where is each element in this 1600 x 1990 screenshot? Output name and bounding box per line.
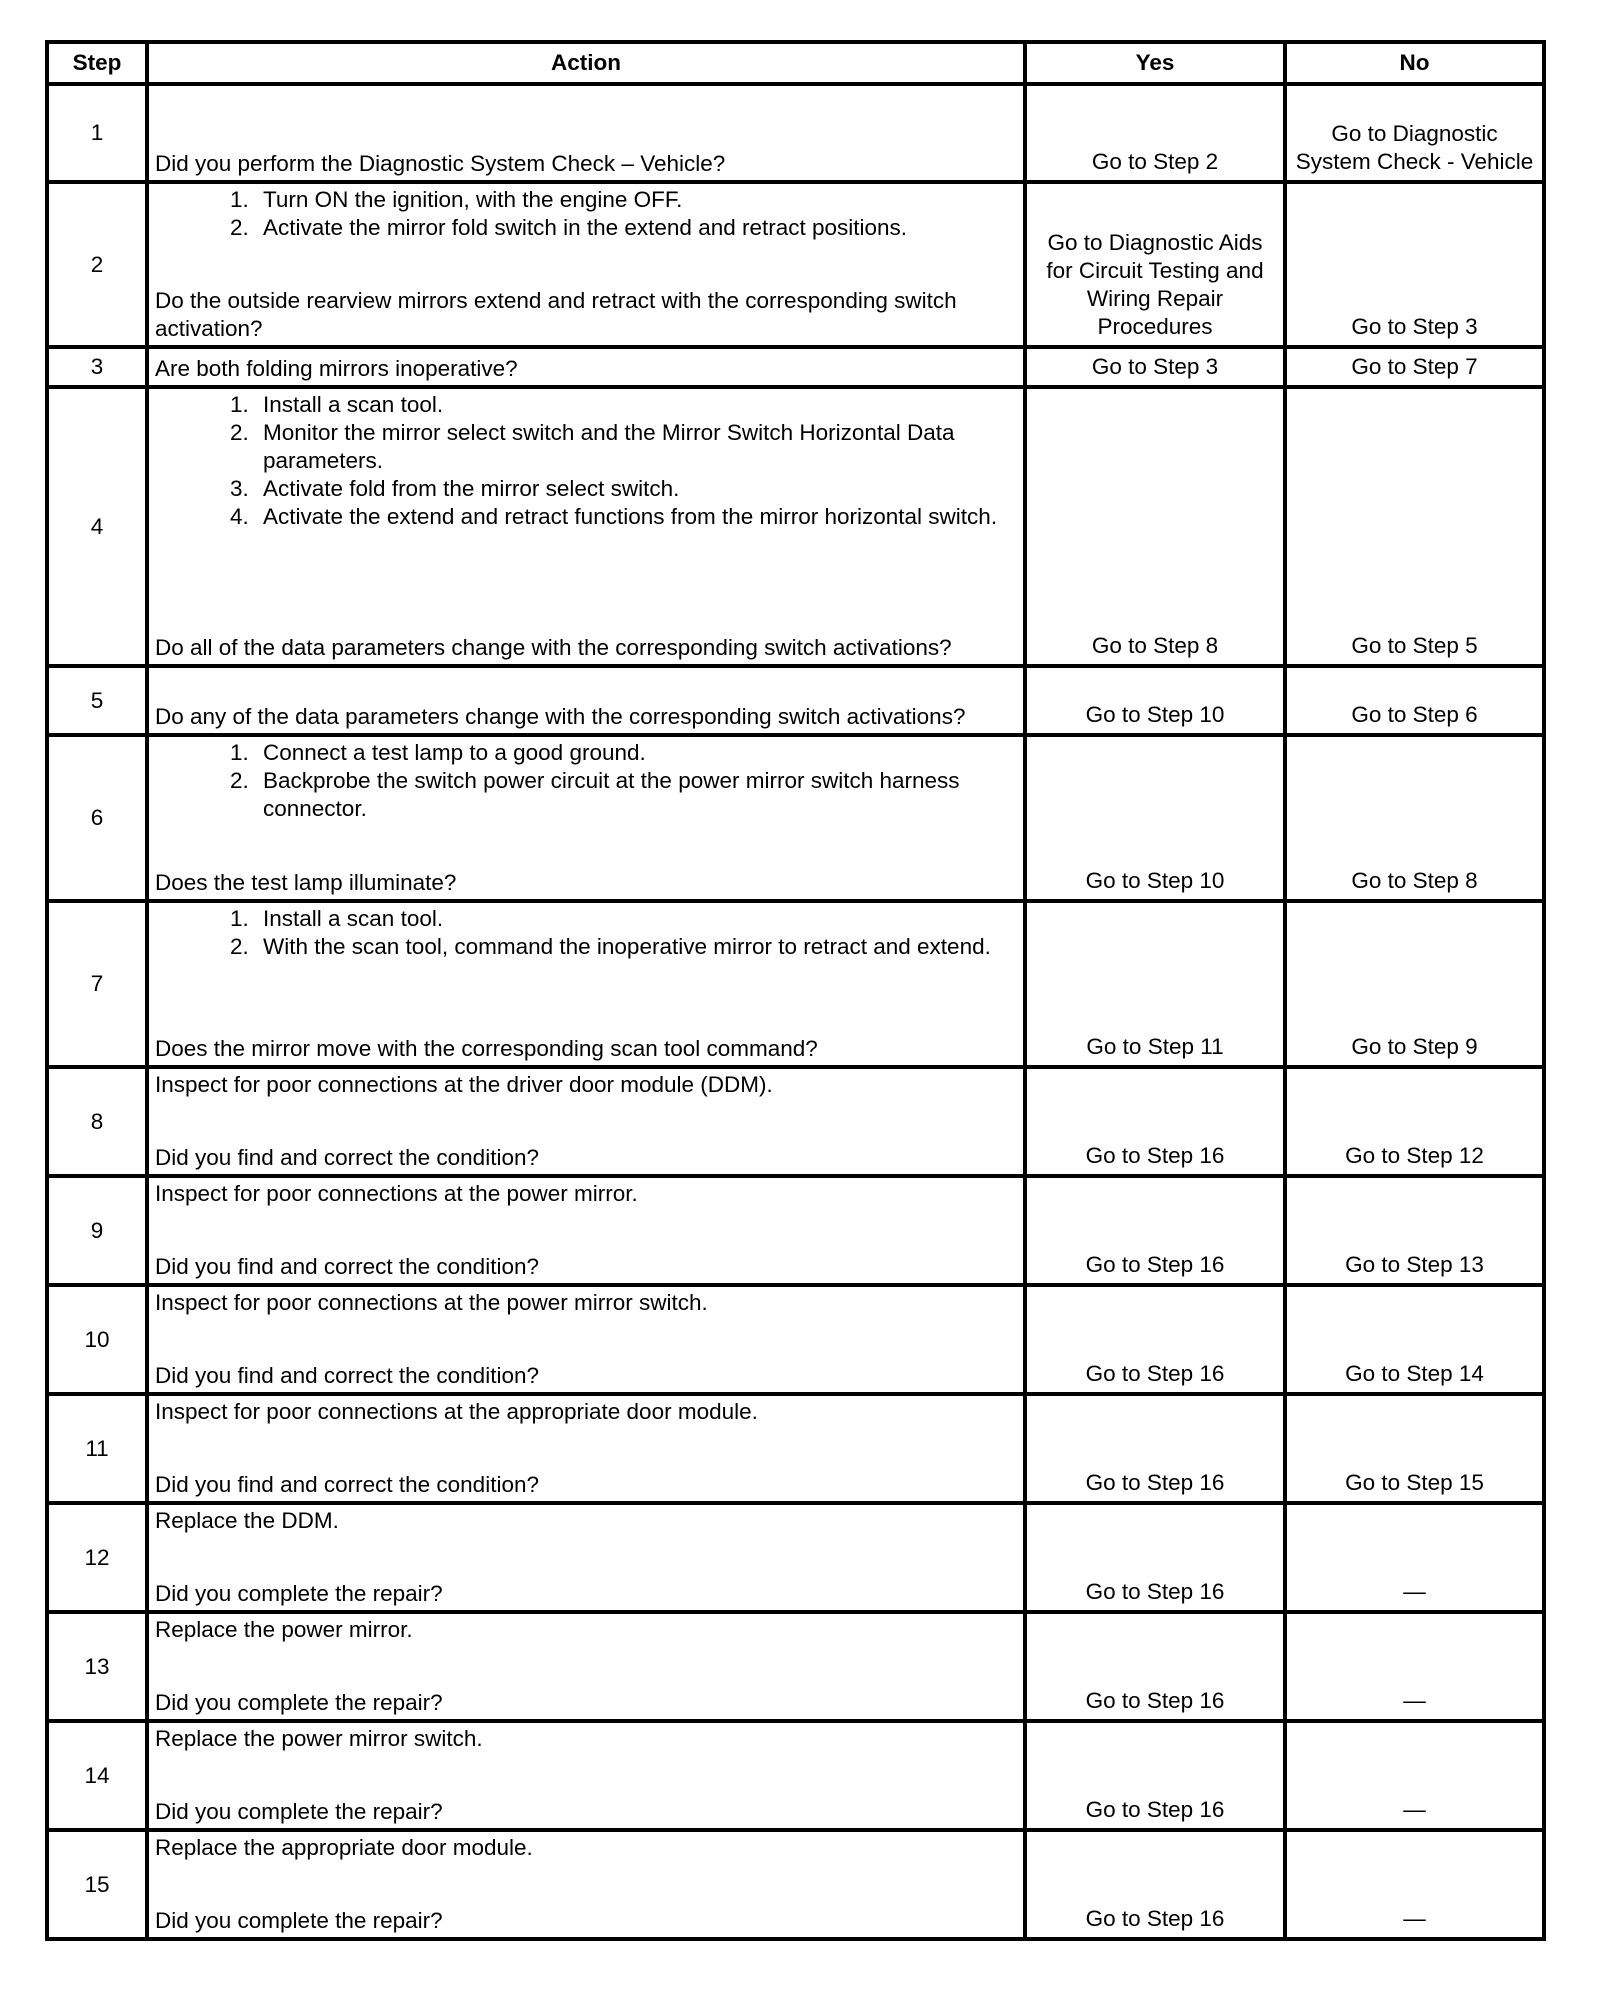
table-row — [47, 182, 1544, 347]
yes-result: Go to Step 16 — [1025, 1067, 1285, 1176]
action-question: Does the test lamp illuminate? — [155, 870, 457, 895]
action-question: Do any of the data parameters change with the corresponding switch activations? — [155, 704, 966, 729]
action-question: Did you find and correct the condition? — [155, 1254, 539, 1279]
action-step-item: 2. Activate the mirror fold switch in the extend and retract positions. — [255, 214, 1017, 242]
header-no: No — [1285, 42, 1544, 84]
step-number: 10 — [47, 1285, 147, 1394]
yes-result: Go to Step 10 — [1025, 666, 1285, 735]
action-step-item: 3. Activate fold from the mirror select switch. — [255, 475, 1017, 503]
step-number: 5 — [47, 666, 147, 735]
table-row — [47, 347, 1544, 387]
no-result: Go to Step 12 — [1285, 1067, 1544, 1176]
no-result: Go to Step 7 — [1285, 347, 1544, 387]
action-intro: Replace the appropriate door module. — [155, 1835, 533, 1860]
action-step-item: 1. Install a scan tool. — [255, 905, 1017, 933]
action-instructions — [155, 1071, 1017, 1099]
action-instructions — [155, 905, 1017, 961]
action-instructions — [155, 1725, 1017, 1753]
action-step-item: 2. With the scan tool, command the inoperative mirror to retract and extend. — [255, 933, 1017, 961]
no-result: — — [1285, 1503, 1544, 1612]
yes-result: Go to Step 16 — [1025, 1285, 1285, 1394]
action-instructions — [155, 739, 1017, 823]
action-step-item: 1. Install a scan tool. — [255, 391, 1017, 419]
action-cell — [147, 1285, 1025, 1394]
no-result: Go to Step 3 — [1285, 182, 1544, 347]
yes-result: Go to Step 10 — [1025, 735, 1285, 901]
no-result: — — [1285, 1721, 1544, 1830]
table-row — [47, 1285, 1544, 1394]
action-cell — [147, 1067, 1025, 1176]
action-question: Did you find and correct the condition? — [155, 1472, 539, 1497]
table-row — [47, 1067, 1544, 1176]
action-cell — [147, 1176, 1025, 1285]
yes-result: Go to Step 16 — [1025, 1721, 1285, 1830]
action-instructions — [155, 1507, 1017, 1535]
no-result: Go to Step 5 — [1285, 387, 1544, 666]
yes-result: Go to Diagnostic Aids for Circuit Testing and Wiring Repair Procedures — [1025, 182, 1285, 347]
header-yes: Yes — [1025, 42, 1285, 84]
action-intro: Inspect for poor connections at the appropriate door module. — [155, 1399, 758, 1424]
step-number: 4 — [47, 387, 147, 666]
action-question: Did you complete the repair? — [155, 1908, 443, 1933]
yes-result: Go to Step 16 — [1025, 1176, 1285, 1285]
action-cell — [147, 84, 1025, 182]
table-row — [47, 1721, 1544, 1830]
yes-result: Go to Step 8 — [1025, 387, 1285, 666]
action-steps-list — [155, 905, 1017, 961]
action-instructions — [155, 1834, 1017, 1862]
action-step-item: 2. Monitor the mirror select switch and the Mirror Switch Horizontal Data parameters. — [255, 419, 1017, 475]
yes-result: Go to Step 16 — [1025, 1612, 1285, 1721]
action-cell — [147, 1503, 1025, 1612]
step-number: 2 — [47, 182, 147, 347]
action-intro: Inspect for poor connections at the power mirror. — [155, 1181, 638, 1206]
yes-result: Go to Step 16 — [1025, 1830, 1285, 1939]
table-row — [47, 387, 1544, 666]
action-question: Are both folding mirrors inoperative? — [155, 356, 518, 381]
action-step-item: 4. Activate the extend and retract functions from the mirror horizontal switch. — [255, 503, 1017, 531]
action-intro: Replace the DDM. — [155, 1508, 339, 1533]
step-number: 9 — [47, 1176, 147, 1285]
yes-result: Go to Step 16 — [1025, 1503, 1285, 1612]
diagnostic-table — [45, 40, 1546, 1941]
action-intro: Replace the power mirror. — [155, 1617, 413, 1642]
yes-result: Go to Step 3 — [1025, 347, 1285, 387]
action-instructions — [155, 391, 1017, 531]
action-question: Did you complete the repair? — [155, 1799, 443, 1824]
action-question: Did you complete the repair? — [155, 1690, 443, 1715]
action-cell — [147, 1612, 1025, 1721]
step-number: 7 — [47, 901, 147, 1067]
step-number: 8 — [47, 1067, 147, 1176]
table-row — [47, 666, 1544, 735]
action-cell — [147, 1830, 1025, 1939]
action-question: Do the outside rearview mirrors extend and retract with the corresponding switch activation? — [155, 288, 957, 341]
yes-result: Go to Step 11 — [1025, 901, 1285, 1067]
action-cell — [147, 735, 1025, 901]
action-instructions — [155, 1616, 1017, 1644]
action-steps-list — [155, 391, 1017, 531]
action-step-item: 1. Connect a test lamp to a good ground. — [255, 739, 1017, 767]
no-result: Go to Step 9 — [1285, 901, 1544, 1067]
action-instructions — [155, 1180, 1017, 1208]
action-instructions — [155, 1289, 1017, 1317]
action-intro: Inspect for poor connections at the driver door module (DDM). — [155, 1072, 773, 1097]
step-number: 3 — [47, 347, 147, 387]
table-row — [47, 1176, 1544, 1285]
yes-result: Go to Step 2 — [1025, 84, 1285, 182]
no-result: Go to Step 8 — [1285, 735, 1544, 901]
no-result: Go to Step 14 — [1285, 1285, 1544, 1394]
no-result: — — [1285, 1612, 1544, 1721]
action-cell — [147, 182, 1025, 347]
action-cell — [147, 1394, 1025, 1503]
action-instructions — [155, 186, 1017, 242]
action-step-item: 1. Turn ON the ignition, with the engine OFF. — [255, 186, 1017, 214]
no-result: Go to Step 15 — [1285, 1394, 1544, 1503]
action-cell — [147, 387, 1025, 666]
action-cell — [147, 347, 1025, 387]
header-action: Action — [147, 42, 1025, 84]
table-row — [47, 901, 1544, 1067]
step-number: 6 — [47, 735, 147, 901]
table-row — [47, 735, 1544, 901]
action-instructions — [155, 1398, 1017, 1426]
action-question: Does the mirror move with the corresponding scan tool command? — [155, 1036, 818, 1061]
table-row — [47, 1503, 1544, 1612]
yes-result: Go to Step 16 — [1025, 1394, 1285, 1503]
table-row — [47, 1394, 1544, 1503]
table-row — [47, 84, 1544, 182]
header-row — [47, 42, 1544, 84]
step-number: 1 — [47, 84, 147, 182]
table-body — [47, 84, 1544, 1939]
step-number: 14 — [47, 1721, 147, 1830]
no-result: Go to Step 6 — [1285, 666, 1544, 735]
action-intro: Replace the power mirror switch. — [155, 1726, 483, 1751]
action-steps-list — [155, 739, 1017, 823]
table-row — [47, 1830, 1544, 1939]
action-cell — [147, 666, 1025, 735]
action-steps-list — [155, 186, 1017, 242]
no-result: Go to Step 13 — [1285, 1176, 1544, 1285]
header-step: Step — [47, 42, 147, 84]
action-question: Do all of the data parameters change with the corresponding switch activations? — [155, 635, 952, 660]
action-question: Did you complete the repair? — [155, 1581, 443, 1606]
step-number: 12 — [47, 1503, 147, 1612]
action-intro: Inspect for poor connections at the power mirror switch. — [155, 1290, 708, 1315]
step-number: 15 — [47, 1830, 147, 1939]
table-row — [47, 1612, 1544, 1721]
no-result: Go to Diagnostic System Check - Vehicle — [1285, 84, 1544, 182]
step-number: 11 — [47, 1394, 147, 1503]
action-question: Did you find and correct the condition? — [155, 1145, 539, 1170]
action-question: Did you perform the Diagnostic System Check – Vehicle? — [155, 151, 726, 176]
action-question: Did you find and correct the condition? — [155, 1363, 539, 1388]
step-number: 13 — [47, 1612, 147, 1721]
action-cell — [147, 1721, 1025, 1830]
no-result: — — [1285, 1830, 1544, 1939]
action-cell — [147, 901, 1025, 1067]
action-step-item: 2. Backprobe the switch power circuit at the power mirror switch harness connector. — [255, 767, 1017, 823]
